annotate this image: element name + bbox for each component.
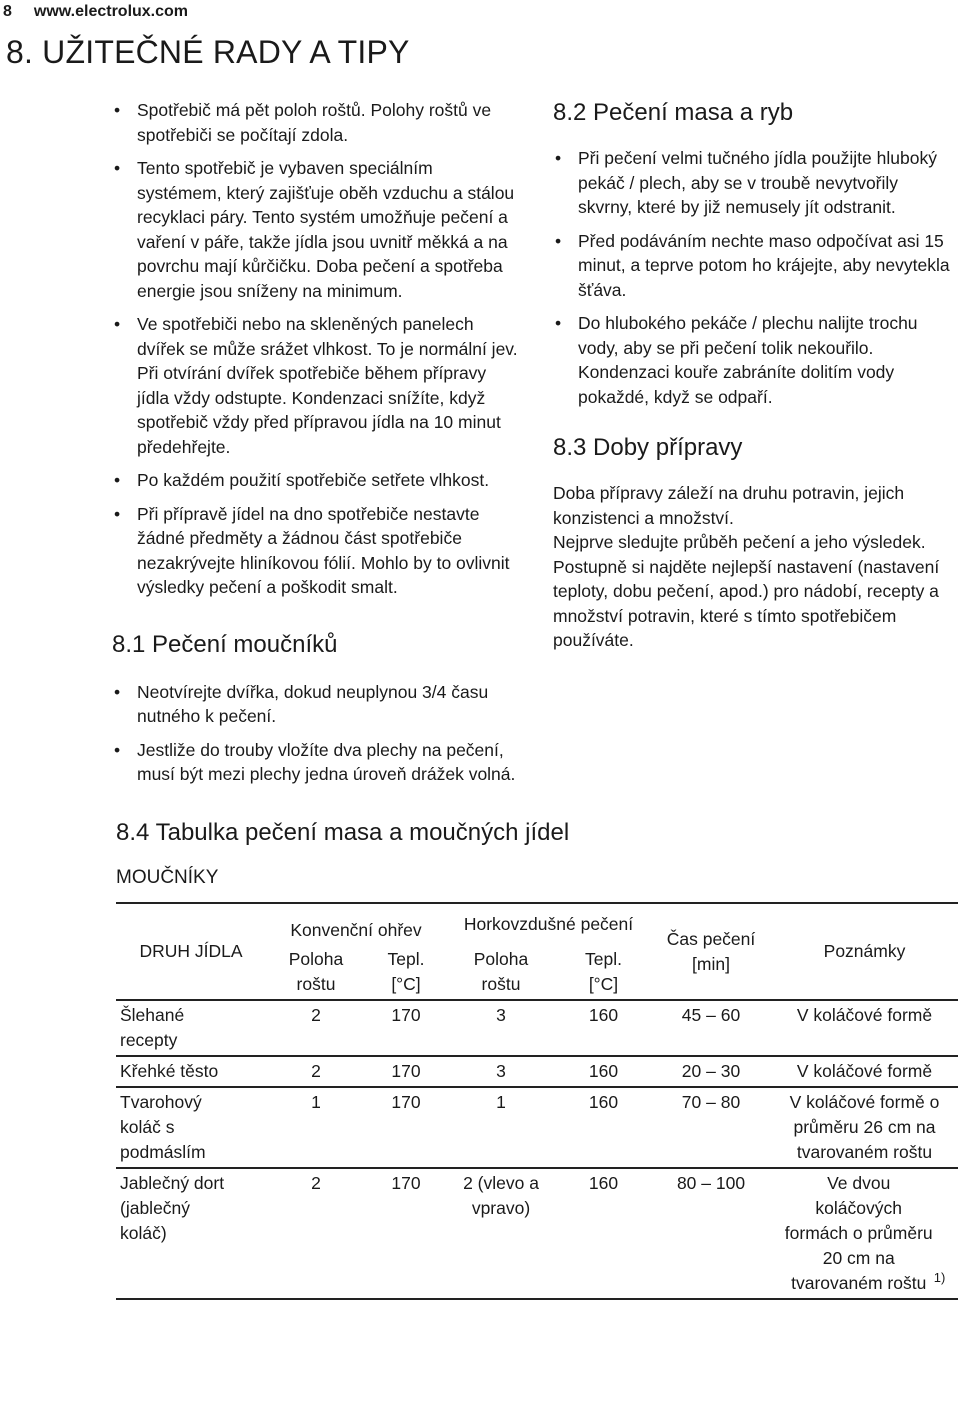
header-conv-position-label: Poloha roštu <box>288 949 344 994</box>
cell-dish <box>116 1000 266 1056</box>
cooking-time-paragraph-1: Doba přípravy záleží na druhu potravin, jejich konzistenci a množství. <box>553 483 905 528</box>
list-item: • Do hlubokého pekáče / plechu nalijte trochu vody, aby se při pečení tolik nekouřilo. Kondenzaci kouře zabráníte dolitím vody pokaždé, když se odpaří. <box>553 311 955 409</box>
dish-label: Tvarohový koláč s podmáslím <box>120 1092 206 1162</box>
list-item: • Při pečení velmi tučného jídla použijte hluboký pekáč / plech, aby se v troubě nevytvořily skvrny, které by již nemusely jít odstranit. <box>553 146 955 220</box>
meat-bullet-list <box>553 146 955 409</box>
header-hot-temp <box>556 945 651 1000</box>
list-item: • Jestliže do trouby vložíte dva plechy na pečení, musí být mezi plechy jedna úroveň drážek volná. <box>112 738 522 787</box>
left-column <box>112 98 522 796</box>
cell-notes <box>771 1087 958 1168</box>
notes-label: V koláčové formě o průměru 26 cm na tvarovaném roštu <box>789 1092 940 1162</box>
header-hot-air <box>446 903 651 945</box>
header-conv-temp <box>366 945 446 1000</box>
list-item: • Po každém použití spotřebiče setřete vlhkost. <box>112 468 522 493</box>
table-row <box>116 1056 958 1087</box>
cell-hot-temp: 160 <box>556 1087 651 1168</box>
cell-dish: Křehké těsto <box>116 1056 266 1087</box>
cooking-time-paragraph-2: Nejprve sledujte průběh pečení a jeho výsledek. Postupně si najděte nejlepší nastavení (nastavení teploty, dobu pečení, apod.) pro nádobí, recepty a množství potravin, které s tímto spotřebičem používáte. <box>553 532 940 650</box>
dish-label: Šlehané recepty <box>120 1005 185 1050</box>
header-notes: Poznámky <box>771 903 958 1000</box>
page-header <box>0 0 188 24</box>
cell-notes <box>771 1000 958 1056</box>
notes-label: V koláčové formě <box>796 1005 933 1025</box>
list-item: • Před podáváním nechte maso odpočívat asi 15 minut, a teprve potom ho krájejte, aby nevytekla šťáva. <box>553 229 955 303</box>
cell-time: 45 – 60 <box>651 1000 771 1056</box>
table-subtitle: MOUČNÍKY <box>116 867 219 888</box>
header-hot-temp-label: Tepl. [°C] <box>585 949 622 994</box>
header-conv-temp-label: Tepl. [°C] <box>387 949 425 994</box>
page-number: 8 <box>3 3 12 20</box>
section-heading-8-1: 8.1 Pečení moučníků <box>112 630 338 658</box>
cell-conv-position: 2 <box>266 1056 366 1087</box>
header-hot-position-label: Poloha roštu <box>473 949 529 994</box>
cell-hot-temp: 160 <box>556 1168 651 1299</box>
baking-table <box>116 902 958 1300</box>
cell-time: 80 – 100 <box>651 1168 771 1299</box>
notes-label: V koláčové formě <box>796 1061 933 1081</box>
hot-position-label: 2 (vlevo a vpravo) <box>463 1173 539 1218</box>
cell-conv-temp: 170 <box>366 1168 446 1299</box>
cell-conv-position: 2 <box>266 1168 366 1299</box>
list-item: • Tento spotřebič je vybaven speciálním systémem, který zajišťuje oběh vzduchu a stálou recyklaci páry. Tento systém umožňuje pečení a vaření v páře, takže jídla jsou uvnitř měkká a na povrchu mají kůrčičku. Doba pečení a spotřeba energie jsou sníženy na minimum. <box>112 156 522 303</box>
cell-conv-position: 1 <box>266 1087 366 1168</box>
chapter-title: 8. UŽITEČNÉ RADY A TIPY <box>6 34 410 70</box>
header-time-label: Čas pečení [min] <box>666 928 756 974</box>
header-time <box>651 903 771 1000</box>
header-conv-position <box>266 945 366 1000</box>
website-url[interactable]: www.electrolux.com <box>33 3 189 20</box>
cell-conv-temp: 170 <box>366 1000 446 1056</box>
list-item: • Neotvírejte dvířka, dokud neuplynou 3/4 času nutného k pečení. <box>112 680 522 729</box>
section-heading-8-4: 8.4 Tabulka pečení masa a moučných jídel <box>116 819 570 846</box>
notes-label: Ve dvou koláčových formách o průměru 20 cm na tvarovaném roštu <box>784 1173 933 1293</box>
table-header-row <box>116 903 958 945</box>
cell-conv-position: 2 <box>266 1000 366 1056</box>
cell-hot-position <box>446 1168 556 1299</box>
table-row <box>116 1000 958 1056</box>
cell-time: 20 – 30 <box>651 1056 771 1087</box>
header-hot-position <box>446 945 556 1000</box>
cell-hot-temp: 160 <box>556 1056 651 1087</box>
section-heading-8-3: 8.3 Doby přípravy <box>553 434 743 461</box>
cell-dish <box>116 1168 266 1299</box>
list-item: • Ve spotřebiči nebo na skleněných panelech dvířek se může srážet vlhkost. To je normální jev. Při otvírání dvířek spotřebiče během přípravy jídla vždy odstupte. Kondenzaci snížíte, když spotřebič vždy před přípravou jídla na 10 minut předehřejte. <box>112 312 522 459</box>
header-dish: DRUH JÍDLA <box>116 903 266 1000</box>
cell-hot-position: 3 <box>446 1056 556 1087</box>
right-column <box>553 98 955 653</box>
dish-label: Jablečný dort (jablečný koláč) <box>120 1173 225 1243</box>
baking-table-section <box>116 818 958 1300</box>
list-item: • Při přípravě jídel na dno spotřebiče nestavte žádné předměty a žádnou část spotřebiče nezakrývejte hliníkovou fólií. Mohlo by to ovlivnit výsledky pečení a poškodit smalt. <box>112 502 522 600</box>
cell-conv-temp: 170 <box>366 1056 446 1087</box>
header-hot-air-label: Horkovzdušné pečení <box>463 914 634 934</box>
cell-time: 70 – 80 <box>651 1087 771 1168</box>
cell-conv-temp: 170 <box>366 1087 446 1168</box>
cell-hot-position: 3 <box>446 1000 556 1056</box>
cell-hot-temp: 160 <box>556 1000 651 1056</box>
footnote-marker: 1) <box>933 1270 946 1286</box>
table-row <box>116 1168 958 1299</box>
header-conventional: Konvenční ohřev <box>266 903 446 945</box>
list-item: • Spotřebič má pět poloh roštů. Polohy roštů ve spotřebiči se počítají zdola. <box>112 98 522 147</box>
cell-notes <box>771 1056 958 1087</box>
cell-hot-position: 1 <box>446 1087 556 1168</box>
section-heading-8-2: 8.2 Pečení masa a ryb <box>553 99 794 126</box>
cell-notes <box>771 1168 958 1299</box>
cell-dish <box>116 1087 266 1168</box>
table-row <box>116 1087 958 1168</box>
baking-bullet-list <box>112 680 522 787</box>
intro-bullet-list <box>112 98 522 600</box>
